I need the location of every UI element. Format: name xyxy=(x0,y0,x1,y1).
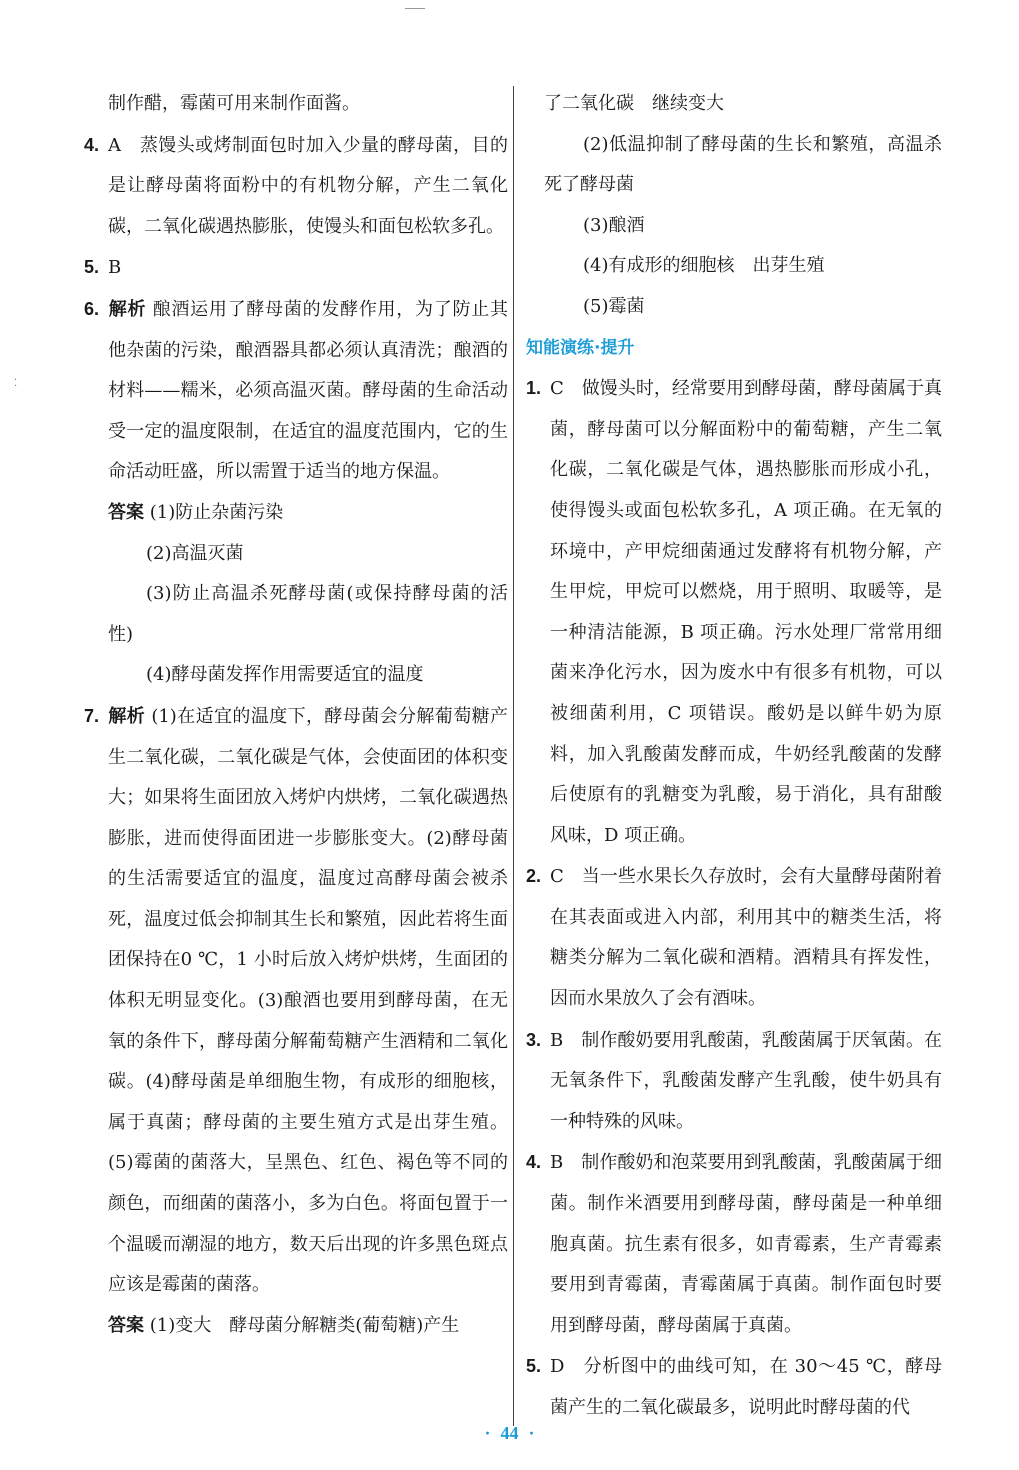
page-number-value: 44 xyxy=(500,1423,519,1443)
answer-line: (4)有成形的细胞核 出芽生殖 xyxy=(583,255,825,277)
answer-line: 答案 (1)变大 酵母菌分解糖类(葡萄糖)产生 xyxy=(108,1314,460,1336)
column-divider xyxy=(513,86,514,1426)
answer-item-1: 1. C 做馒头时，经常要用到酵母菌，酵母菌属于真菌，酵母菌可以分解面粉中的葡萄糖，产生二氧化碳，二氧化碳是气体，遇热膨胀而形成小孔，使得馒头或面包松软多孔，A 项正确。在无氧的环境中，产甲烷细菌通过发酵将有机物分解，产生甲烷，甲烷可以燃烧，用于照明、取暖等，是一种清洁能源，B 项正确。污水处理厂常常用细菌来净化污水，因为废水中有很多有机物，可以被细菌利用，C 项错误。酸奶是以鲜牛奶为原料，加入乳酸菌发酵而成，牛奶经乳酸菌的发酵后使原有的乳糖变为乳酸，易于消化，具有甜酸风味，D 项正确。 xyxy=(526,378,942,846)
left-column xyxy=(84,84,508,1346)
answer-tag: 答案 xyxy=(108,1314,144,1336)
page-number xyxy=(0,1423,1019,1444)
answer-line: (3)酿酒 xyxy=(583,214,645,236)
page-number-dot: · xyxy=(528,1423,535,1443)
scan-specks: ⁚ xyxy=(14,378,18,389)
answer-line: (2)高温灭菌 xyxy=(146,542,244,564)
answer-line: (3)防止高温杀死酵母菌(或保持酵母菌的活性) xyxy=(108,583,508,645)
paragraph: 制作醋，霉菌可用来制作面酱。 xyxy=(108,93,360,114)
page-number-dot: · xyxy=(484,1423,491,1443)
answer-item-2: 2. C 当一些水果长久存放时，会有大量酵母菌附着在其表面或进入内部，利用其中的糖类生活，将糖类分解为二氧化碳和酒精。酒精具有挥发性，因而水果放久了会有酒味。 xyxy=(526,866,942,1010)
right-column xyxy=(526,84,942,1429)
analysis-tag: 解析 xyxy=(108,705,146,727)
answer-item-4: 4. B 制作酸奶和泡菜要用到乳酸菌，乳酸菌属于细菌。制作米酒要用到酵母菌，酵母菌是一种单细胞真菌。抗生素有很多，如青霉素，生产青霉素要用到青霉菌，青霉菌属于真菌。制作面包时要用到酵母菌，酵母菌属于真菌。 xyxy=(526,1152,942,1336)
answer-item-7: 7. 解析 (1)在适宜的温度下，酵母菌会分解葡萄糖产生二氧化碳，二氧化碳是气体，会使面团的体积变大；如果将生面团放入烤炉内烘烤，二氧化碳遇热膨胀，进而使得面团进一步膨胀变大。(2)酵母菌的生活需要适宜的温度，温度过高酵母菌会被杀死，温度过低会抑制其生长和繁殖，因此若将生面团保持在0 ℃，1 小时后放入烤炉烘烤，生面团的体积无明显变化。(3)酿酒也要用到酵母菌，在无氧的条件下，酵母菌分解葡萄糖产生酒精和二氧化碳。(4)酵母菌是单细胞生物，有成形的细胞核，属于真菌；酵母菌的主要生殖方式是出芽生殖。(5)霉菌的菌落大，呈黑色、红色、褐色等不同的颜色，而细菌的菌落小，多为白色。将面包置于一个温暖而潮湿的地方，数天后出现的许多黑色斑点应该是霉菌的菌落。 xyxy=(84,705,508,1296)
answer-tag: 答案 xyxy=(108,501,144,523)
answer-line: (4)酵母菌发挥作用需要适宜的温度 xyxy=(146,664,424,686)
section-heading: 知能演练·提升 xyxy=(526,337,635,358)
answer-line: (5)霉菌 xyxy=(583,295,645,317)
answer-item-4: 4. A 蒸馒头或烤制面包时加入少量的酵母菌，目的是让酵母菌将面粉中的有机物分解，产生二氧化碳，二氧化碳遇热膨胀，使馒头和面包松软多孔。 xyxy=(84,134,508,237)
analysis-tag: 解析 xyxy=(108,298,147,320)
answer-line: (2)低温抑制了酵母菌的生长和繁殖，高温杀死了酵母菌 xyxy=(544,133,942,196)
answer-item-5: 5. D 分析图中的曲线可知，在 30～45 ℃，酵母菌产生的二氧化碳最多，说明此时酵母菌的代 xyxy=(526,1356,942,1418)
answer-line: 答案 (1)防止杂菌污染 xyxy=(108,501,284,523)
answer-line: 了二氧化碳 继续变大 xyxy=(544,93,724,114)
answer-item-6: 6. 解析 酿酒运用了酵母菌的发酵作用，为了防止其他杂菌的污染，酿酒器具都必须认真清洗；酿酒的材料——糯米，必须高温灭菌。酵母菌的生命活动受一定的温度限制，在适宜的温度范围内，它的生命活动旺盛，所以需置于适当的地方保温。 xyxy=(84,298,508,483)
answer-item-5: 5. B xyxy=(84,257,122,279)
top-edge-mark xyxy=(405,8,425,9)
answer-item-3: 3. B 制作酸奶要用乳酸菌，乳酸菌属于厌氧菌。在无氧条件下，乳酸菌发酵产生乳酸，使牛奶具有一种特殊的风味。 xyxy=(526,1029,942,1132)
